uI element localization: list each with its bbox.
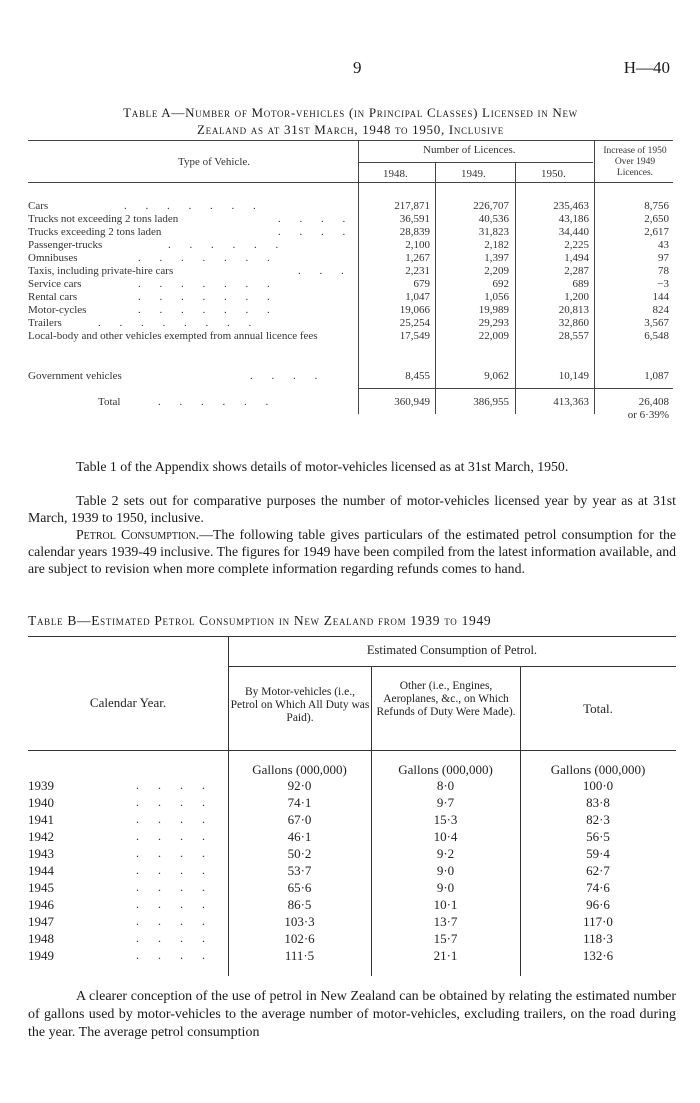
- leader-dots: . . . .: [278, 213, 354, 225]
- table-b-cell: 15·3: [433, 812, 458, 827]
- table-a-group-rule: [358, 162, 593, 163]
- table-a-cell: 1,494: [564, 252, 589, 264]
- table-a-total-pct: or 6·39%: [627, 409, 669, 421]
- table-a-row-label: Government vehicles: [28, 370, 122, 382]
- table-a-cell: 1,047: [405, 291, 430, 303]
- table-a-cell: 29,293: [478, 317, 509, 329]
- table-a-cell: 31,823: [478, 226, 509, 238]
- leader-dots: . . .: [298, 265, 352, 277]
- table-b-cell: 13·7: [433, 914, 458, 929]
- table-a-row-label: Trucks exceeding 2 tons laden: [28, 226, 162, 238]
- table-b-cell: 9·2: [436, 846, 455, 861]
- table-b-cell: 8·0: [436, 778, 455, 793]
- leader-dots: . . . .: [136, 948, 213, 962]
- table-a-cell: 43: [658, 239, 669, 251]
- table-a-cell: 2,617: [644, 226, 669, 238]
- leader-dots: . . . . . . .: [138, 291, 278, 303]
- table-b-year: 1947: [28, 914, 54, 929]
- table-a-cell: −3: [657, 278, 669, 290]
- leader-dots: . . . .: [136, 880, 213, 894]
- table-b-year: 1941: [28, 812, 54, 827]
- table-a-cell: 3,567: [644, 317, 669, 329]
- table-b-cell: 96·6: [586, 897, 610, 912]
- table-b-cell: 10·1: [433, 897, 458, 912]
- table-a-cell: 8,756: [644, 200, 669, 212]
- table-b-cell: 102·6: [284, 931, 315, 946]
- table-b-cell: 74·6: [586, 880, 610, 895]
- table-b: [28, 636, 676, 976]
- table-b-cell: 9·0: [436, 880, 455, 895]
- table-a-cell: 32,860: [558, 317, 589, 329]
- table-a-cell: 28,557: [558, 330, 589, 342]
- table-b-cell: 59·4: [586, 846, 610, 861]
- leader-dots: . . . .: [136, 778, 213, 792]
- table-b-cell: 65·6: [287, 880, 312, 895]
- table-b-year: 1943: [28, 846, 54, 861]
- table-b-cell: 9·0: [436, 863, 455, 878]
- table-a-row-label: Passenger-trucks: [28, 239, 103, 251]
- table-b-col-total: Total.: [583, 701, 613, 716]
- table-b-year: 1944: [28, 863, 54, 878]
- table-a-header-rule: [28, 182, 673, 183]
- table-b-year: 1948: [28, 931, 54, 946]
- table-b-cell: 62·7: [586, 863, 610, 878]
- table-a-caption-line2: Zealand as at 31st March, 1948 to 1950, Inclusive: [197, 122, 504, 137]
- table-a: [28, 140, 673, 430]
- table-b-cell: 46·1: [287, 829, 312, 844]
- table-a-row-label: Trucks not exceeding 2 tons laden: [28, 213, 179, 225]
- table-a-col-1948: 1948.: [383, 168, 408, 180]
- leader-dots: . . . . . . .: [138, 252, 278, 264]
- table-a-row-label: Service cars: [28, 278, 82, 290]
- table-a-col-1950: 1950.: [541, 168, 566, 180]
- table-a-cell: 679: [413, 278, 430, 290]
- table-a-row-label: Trailers: [28, 317, 62, 329]
- table-a-cell: 824: [652, 304, 669, 316]
- table-b-col-other: Other (i.e., Engines, Aeroplanes, &c., on Which Refunds of Duty Were Made).: [376, 680, 516, 718]
- leader-dots: . . . . . . .: [138, 304, 278, 316]
- leader-dots: . . . . . . .: [138, 278, 278, 290]
- table-b-unit: Gallons (000,000): [252, 762, 347, 777]
- table-b-cell: 15·7: [433, 931, 458, 946]
- table-a-cell: 17,549: [399, 330, 430, 342]
- table-a-cell: 78: [658, 265, 669, 277]
- table-a-row-label: Cars: [28, 200, 49, 212]
- table-a-row-label: Local-body and other vehicles exempted from annual licence fees: [28, 330, 318, 342]
- table-a-cell: 10,149: [558, 370, 589, 382]
- table-a-cell: 1,267: [405, 252, 430, 264]
- paragraph-3-heading: Petrol Consumption.: [76, 527, 200, 542]
- table-a-cell: 2,100: [405, 239, 430, 251]
- table-a-col-type: Type of Vehicle.: [178, 156, 251, 168]
- table-a-col-1949: 1949.: [461, 168, 486, 180]
- table-a-cell: 2,225: [564, 239, 589, 251]
- leader-dots: . . . . . . .: [124, 200, 264, 212]
- table-a-col-group: Number of Licences.: [423, 144, 516, 156]
- table-b-cell: 67·0: [287, 812, 312, 827]
- page-number: 9: [353, 58, 362, 77]
- table-a-cell: 20,813: [558, 304, 589, 316]
- table-a-row-label: Omnibuses: [28, 252, 78, 264]
- table-b-group-rule: [228, 666, 676, 667]
- table-a-cell: 2,182: [484, 239, 509, 251]
- leader-dots: . . . .: [136, 829, 213, 843]
- table-a-cell: 2,650: [644, 213, 669, 225]
- table-a-total-cell: 413,363: [553, 396, 589, 408]
- leader-dots: . . . .: [136, 863, 213, 877]
- table-b-group-header: Estimated Consumption of Petrol.: [366, 643, 538, 657]
- table-a-cell: 2,287: [564, 265, 589, 277]
- table-a-cell: 9,062: [484, 370, 509, 382]
- table-b-year: 1949: [28, 948, 54, 963]
- table-b-unit: Gallons (000,000): [398, 762, 493, 777]
- leader-dots: . . . .: [136, 812, 213, 826]
- table-b-year: 1945: [28, 880, 54, 895]
- leader-dots: . . . . . .: [158, 396, 277, 408]
- table-a-total-cell: 26,408: [638, 396, 669, 408]
- table-b-caption: Table B—Estimated Petrol Consumption in New Zealand from 1939 to 1949: [28, 613, 492, 628]
- table-a-cell: 25,254: [399, 317, 430, 329]
- page-reference: H—40: [623, 58, 670, 77]
- table-a-cell: 22,009: [478, 330, 509, 342]
- leader-dots: . . . .: [250, 370, 326, 382]
- table-b-cell: 9·7: [436, 795, 455, 810]
- table-a-cell: 692: [492, 278, 509, 290]
- table-b-year: 1940: [28, 795, 54, 810]
- table-a-cell: 19,989: [478, 304, 509, 316]
- table-a-cell: 36,591: [399, 213, 430, 225]
- table-a-row-label: Rental cars: [28, 291, 78, 303]
- table-a-top-rule: [28, 140, 673, 141]
- leader-dots: . . . .: [136, 846, 213, 860]
- leader-dots: . . . .: [136, 914, 213, 928]
- table-b-col-motor: By Motor-vehicles (i.e., Petrol on Which All Duty was Paid).: [230, 686, 370, 724]
- table-a-cell: 1,200: [564, 291, 589, 303]
- table-a-cell: 235,463: [553, 200, 589, 212]
- table-a-cell: 144: [652, 291, 669, 303]
- table-a-row-label: Motor-cycles: [28, 304, 87, 316]
- paragraph-3: [28, 526, 676, 577]
- leader-dots: . . . .: [136, 795, 213, 809]
- table-a-caption: [28, 104, 673, 138]
- table-a-cell: 40,536: [478, 213, 509, 225]
- table-a-cell: 28,839: [399, 226, 430, 238]
- table-b-unit: Gallons (000,000): [550, 762, 646, 777]
- table-a-cell: 2,231: [405, 265, 430, 277]
- table-b-top-rule: [28, 636, 676, 637]
- table-b-cell: 56·5: [586, 829, 610, 844]
- table-b-cell: 10·4: [433, 829, 458, 844]
- table-a-total-cell: 386,955: [473, 396, 509, 408]
- table-b-cell: 111·5: [284, 948, 315, 963]
- table-b-year: 1939: [28, 778, 54, 793]
- table-b-cell: 103·3: [284, 914, 315, 929]
- table-a-cell: 689: [572, 278, 589, 290]
- table-b-cell: 132·6: [582, 948, 614, 963]
- table-a-cell: 226,707: [473, 200, 509, 212]
- table-b-year: 1946: [28, 897, 54, 912]
- table-a-cell: 1,397: [484, 252, 509, 264]
- table-a-cell: 97: [658, 252, 669, 264]
- paragraph-1: Table 1 of the Appendix shows details of motor-vehicles licensed as at 31st March, 1950.: [76, 459, 569, 474]
- table-b-year: 1942: [28, 829, 54, 844]
- table-a-row-label: Taxis, including private-hire cars: [28, 265, 174, 277]
- table-a-total-label: Total: [98, 396, 121, 408]
- table-b-cell: 50·2: [287, 846, 312, 861]
- paragraph-4: A clearer conception of the use of petrol in New Zealand can be obtained by relating the estimated number of gallons used by motor-vehicles to the average number of motor-vehicles, excluding trailers, on the road during the year. The average petrol consumption: [28, 989, 676, 1040]
- table-b-col-year: Calendar Year.: [89, 695, 167, 710]
- leader-dots: . . . .: [278, 226, 354, 238]
- table-b-cell: 74·1: [287, 795, 312, 810]
- table-b-cell: 83·8: [586, 795, 610, 810]
- leader-dots: . . . .: [136, 897, 213, 911]
- table-b-cell: 92·0: [287, 778, 312, 793]
- table-a-cell: 6,548: [644, 330, 669, 342]
- table-a-cell: 217,871: [394, 200, 430, 212]
- paragraph-2: Table 2 sets out for comparative purposes the number of motor-vehicles licensed year by year as at 31st March, 1939 to 1950, inclusive.: [28, 493, 676, 525]
- table-a-caption-line1: Table A—Number of Motor-vehicles (in Principal Classes) Licensed in New: [123, 105, 578, 120]
- table-a-cell: 34,440: [558, 226, 589, 238]
- table-a-cell: 1,056: [484, 291, 509, 303]
- leader-dots: . . . .: [136, 931, 213, 945]
- table-a-cell: 19,066: [399, 304, 430, 316]
- table-a-cell: 2,209: [484, 265, 509, 277]
- leader-dots: . . . . . . . .: [98, 317, 260, 329]
- table-a-cell: 43,186: [558, 213, 589, 225]
- table-a-col-increase: Increase of 1950 Over 1949 Licences.: [603, 146, 667, 178]
- table-b-header-rule: [28, 750, 676, 751]
- table-b-cell: 117·0: [583, 914, 613, 929]
- table-b-cell: 21·1: [433, 948, 458, 963]
- table-a-cell: 1,087: [644, 370, 669, 382]
- table-a-cell: 8,455: [405, 370, 430, 382]
- table-a-total-cell: 360,949: [394, 396, 430, 408]
- table-b-cell: 53·7: [287, 863, 312, 878]
- leader-dots: . . . . . .: [168, 239, 287, 251]
- paragraph-3-body: —The following table gives particulars of the estimated petrol consumption for the calendar years 1939-49 inclusive. The figures for 1949 have been compiled from the latest information available, and are subject to revision when more complete information regarding refunds comes to hand.: [28, 527, 676, 576]
- table-b-cell: 100·0: [582, 778, 614, 793]
- table-b-cell: 118·3: [583, 931, 613, 946]
- table-b-cell: 86·5: [287, 897, 312, 912]
- table-b-cell: 82·3: [586, 812, 610, 827]
